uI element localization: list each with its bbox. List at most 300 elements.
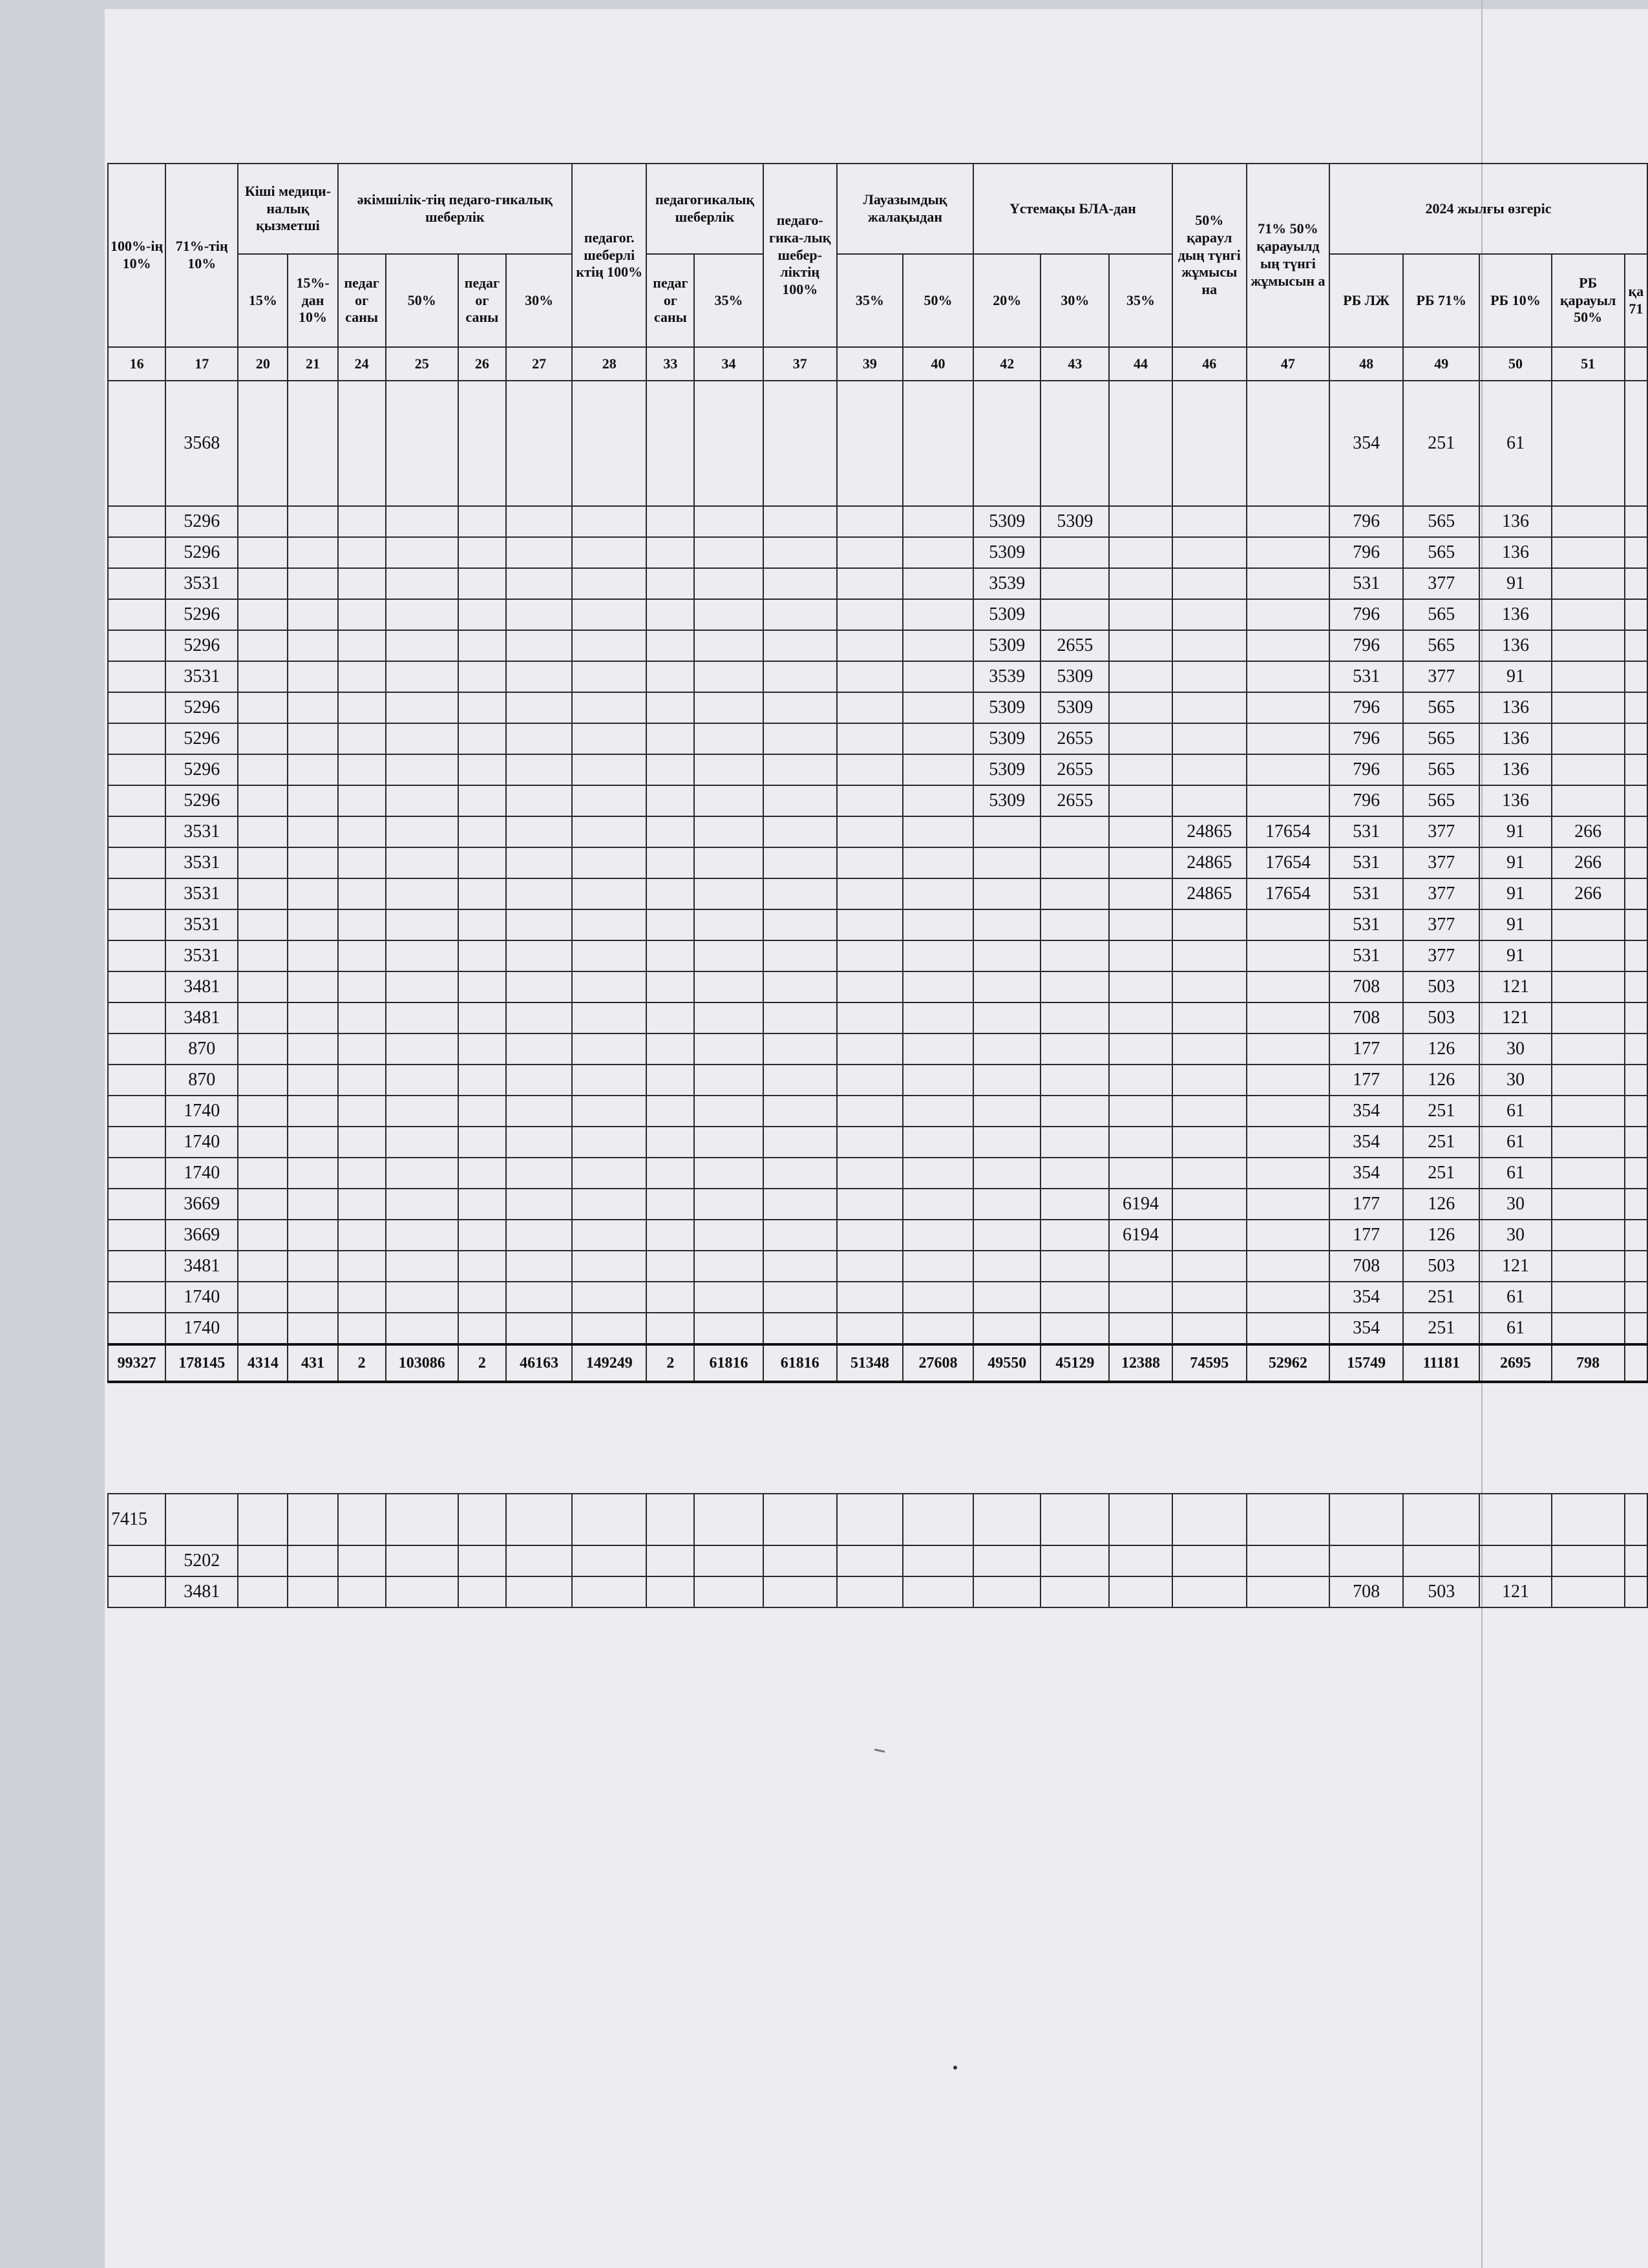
table-cell xyxy=(238,1576,288,1607)
table-cell xyxy=(973,1096,1041,1127)
table-cell xyxy=(338,381,386,506)
column-number: 37 xyxy=(763,347,837,381)
table-cell: 796 xyxy=(1329,630,1403,661)
table-cell xyxy=(646,754,694,785)
table-cell: 3481 xyxy=(165,1251,238,1282)
table-cell xyxy=(763,1033,837,1065)
table-cell: 5296 xyxy=(165,785,238,816)
table-cell xyxy=(1247,1220,1329,1251)
table-cell xyxy=(1109,754,1172,785)
table-cell: 61 xyxy=(1479,1313,1551,1344)
table-cell xyxy=(646,785,694,816)
table-cell xyxy=(386,847,458,878)
table-cell xyxy=(1552,754,1625,785)
table-cell xyxy=(458,381,506,506)
table-cell: 3568 xyxy=(165,381,238,506)
table-cell xyxy=(973,1158,1041,1189)
table-cell xyxy=(1041,878,1109,909)
table-cell xyxy=(238,816,288,847)
table-cell: 3481 xyxy=(165,1576,238,1607)
table-cell: 1740 xyxy=(165,1127,238,1158)
table-cell xyxy=(506,537,572,568)
table-cell xyxy=(288,381,337,506)
table-cell: 565 xyxy=(1403,599,1479,630)
table-cell xyxy=(694,1220,763,1251)
table-cell xyxy=(338,1002,386,1033)
table-cell xyxy=(837,1002,903,1033)
table-cell xyxy=(108,1251,165,1282)
table-row xyxy=(108,754,1647,785)
table-cell: 503 xyxy=(1403,1002,1479,1033)
total-cell: 12388 xyxy=(1109,1344,1172,1382)
table-cell xyxy=(1625,1251,1647,1282)
table-cell: 6194 xyxy=(1109,1220,1172,1251)
table-cell xyxy=(386,568,458,599)
table-cell xyxy=(238,1313,288,1344)
table-cell xyxy=(238,909,288,940)
column-number: 24 xyxy=(338,347,386,381)
table-cell xyxy=(1041,1127,1109,1158)
table-cell: 5309 xyxy=(973,785,1041,816)
table-cell xyxy=(572,909,646,940)
table-cell xyxy=(646,381,694,506)
table-cell xyxy=(572,1096,646,1127)
column-number: 44 xyxy=(1109,347,1172,381)
table-cell xyxy=(903,1545,973,1576)
table-cell xyxy=(238,1096,288,1127)
table-cell xyxy=(572,1002,646,1033)
table-cell xyxy=(1247,1494,1329,1545)
table-cell xyxy=(837,381,903,506)
table-cell xyxy=(903,785,973,816)
table-cell xyxy=(108,940,165,971)
table-cell xyxy=(1625,599,1647,630)
table-cell xyxy=(973,940,1041,971)
table-cell: 266 xyxy=(1552,878,1625,909)
table-cell xyxy=(1041,1282,1109,1313)
column-subheader: 15%-дан 10% xyxy=(288,254,337,347)
table-cell: 30 xyxy=(1479,1220,1551,1251)
table-cell xyxy=(458,1002,506,1033)
table-cell xyxy=(108,1002,165,1033)
table-cell xyxy=(1172,754,1247,785)
table-cell xyxy=(386,1494,458,1545)
table-cell xyxy=(572,723,646,754)
column-group-header: 71%-тің 10% xyxy=(165,164,238,347)
table-cell xyxy=(903,381,973,506)
table-cell xyxy=(837,816,903,847)
table-cell xyxy=(1552,537,1625,568)
table-cell xyxy=(108,506,165,537)
table-cell xyxy=(238,1189,288,1220)
table-cell xyxy=(837,940,903,971)
table-cell xyxy=(288,754,337,785)
table-cell xyxy=(1109,971,1172,1002)
table-cell xyxy=(238,1065,288,1096)
table-cell xyxy=(1109,1002,1172,1033)
table-cell xyxy=(288,1282,337,1313)
table-cell xyxy=(386,1545,458,1576)
table-cell xyxy=(108,661,165,692)
table-cell xyxy=(837,692,903,723)
table-cell: 531 xyxy=(1329,568,1403,599)
table-cell xyxy=(903,1282,973,1313)
table-cell: 354 xyxy=(1329,1158,1403,1189)
table-cell xyxy=(288,599,337,630)
table-cell xyxy=(1172,1576,1247,1607)
table-cell xyxy=(108,847,165,878)
table-cell xyxy=(572,1189,646,1220)
table-cell xyxy=(572,1158,646,1189)
table-cell xyxy=(763,1158,837,1189)
table-cell xyxy=(506,785,572,816)
table-cell xyxy=(903,878,973,909)
table-cell xyxy=(238,506,288,537)
table-cell xyxy=(1041,1002,1109,1033)
table-cell: 1740 xyxy=(165,1282,238,1313)
table-cell xyxy=(572,568,646,599)
table-cell xyxy=(694,1033,763,1065)
table-cell xyxy=(572,847,646,878)
table-cell xyxy=(763,971,837,1002)
table-cell: 2655 xyxy=(1041,754,1109,785)
table-cell: 61 xyxy=(1479,1096,1551,1127)
table-cell: 126 xyxy=(1403,1033,1479,1065)
table-cell xyxy=(903,1127,973,1158)
table-cell xyxy=(238,878,288,909)
table-cell xyxy=(1172,599,1247,630)
table-cell xyxy=(903,1002,973,1033)
table-cell xyxy=(646,1033,694,1065)
table-cell: 5296 xyxy=(165,754,238,785)
table-cell xyxy=(763,1282,837,1313)
table-cell xyxy=(903,630,973,661)
table-cell xyxy=(338,1127,386,1158)
table-cell xyxy=(458,1282,506,1313)
table-cell xyxy=(694,1158,763,1189)
table-cell xyxy=(1552,1282,1625,1313)
table-cell: 708 xyxy=(1329,1002,1403,1033)
table-row xyxy=(108,909,1647,940)
table-cell: 377 xyxy=(1403,940,1479,971)
table-cell xyxy=(1109,661,1172,692)
table-cell xyxy=(763,1189,837,1220)
table-cell xyxy=(763,909,837,940)
table-cell: 796 xyxy=(1329,785,1403,816)
table-cell xyxy=(1172,1545,1247,1576)
table-row xyxy=(108,1251,1647,1282)
table-cell xyxy=(1172,506,1247,537)
table-cell xyxy=(1552,1545,1625,1576)
table-cell xyxy=(1625,1576,1647,1607)
table-cell xyxy=(1247,1251,1329,1282)
table-cell xyxy=(458,847,506,878)
table-cell xyxy=(288,816,337,847)
table-cell: 531 xyxy=(1329,816,1403,847)
table-cell xyxy=(288,1158,337,1189)
table-cell xyxy=(108,1033,165,1065)
table-cell xyxy=(458,940,506,971)
table-cell xyxy=(1247,1576,1329,1607)
table-cell xyxy=(338,723,386,754)
table-cell xyxy=(903,1033,973,1065)
table-cell: 136 xyxy=(1479,630,1551,661)
table-cell xyxy=(1041,816,1109,847)
table-cell xyxy=(694,692,763,723)
table-cell xyxy=(108,630,165,661)
table-cell: 17654 xyxy=(1247,816,1329,847)
table-row xyxy=(108,847,1647,878)
table-cell xyxy=(338,754,386,785)
table-cell xyxy=(1109,1494,1172,1545)
table-cell: 5309 xyxy=(973,506,1041,537)
table-cell: 17654 xyxy=(1247,878,1329,909)
table-cell xyxy=(1552,1220,1625,1251)
table-cell xyxy=(1247,661,1329,692)
table-cell xyxy=(1041,1220,1109,1251)
table-cell xyxy=(903,537,973,568)
column-number-row xyxy=(108,347,1647,381)
table-cell xyxy=(1625,878,1647,909)
table-cell xyxy=(837,661,903,692)
table-cell xyxy=(506,847,572,878)
table-cell xyxy=(572,506,646,537)
table-cell: 3531 xyxy=(165,847,238,878)
table-cell xyxy=(973,909,1041,940)
table-cell xyxy=(837,630,903,661)
table-cell xyxy=(837,1189,903,1220)
table-cell: 5309 xyxy=(973,754,1041,785)
column-number: 50 xyxy=(1479,347,1551,381)
table-cell xyxy=(506,1220,572,1251)
table-cell: 531 xyxy=(1329,909,1403,940)
table-cell xyxy=(386,1158,458,1189)
table-cell: 3669 xyxy=(165,1189,238,1220)
table-cell xyxy=(973,878,1041,909)
table-cell xyxy=(1172,1494,1247,1545)
table-cell xyxy=(238,1002,288,1033)
table-cell xyxy=(108,1545,165,1576)
table-cell xyxy=(386,1033,458,1065)
table-cell: 3531 xyxy=(165,661,238,692)
column-number: 17 xyxy=(165,347,238,381)
column-number: 28 xyxy=(572,347,646,381)
column-subheader: 35% xyxy=(837,254,903,347)
table-cell xyxy=(1625,785,1647,816)
table-cell xyxy=(646,1545,694,1576)
table-cell xyxy=(1109,878,1172,909)
table-cell xyxy=(108,381,165,506)
table-cell xyxy=(903,692,973,723)
table-cell xyxy=(1041,940,1109,971)
total-cell: 51348 xyxy=(837,1344,903,1382)
table-cell xyxy=(338,1251,386,1282)
column-subheader: 30% xyxy=(1041,254,1109,347)
table-cell xyxy=(1109,692,1172,723)
table-cell xyxy=(646,1494,694,1545)
table-cell xyxy=(108,785,165,816)
table-cell xyxy=(1172,1189,1247,1220)
table-cell xyxy=(1247,1127,1329,1158)
table-cell xyxy=(1172,1127,1247,1158)
table-cell xyxy=(238,723,288,754)
table-cell xyxy=(973,1576,1041,1607)
table-cell: 2655 xyxy=(1041,630,1109,661)
table-cell xyxy=(694,1065,763,1096)
table-row xyxy=(108,1002,1647,1033)
table-cell xyxy=(903,568,973,599)
table-cell xyxy=(458,1065,506,1096)
table-cell xyxy=(572,754,646,785)
table-cell xyxy=(1552,1033,1625,1065)
table-cell xyxy=(386,1065,458,1096)
table-cell xyxy=(646,1251,694,1282)
table-cell xyxy=(903,1096,973,1127)
table-cell xyxy=(903,661,973,692)
table-cell xyxy=(288,1127,337,1158)
table-cell xyxy=(572,785,646,816)
table-cell: 251 xyxy=(1403,1127,1479,1158)
column-group-header: 100%-ің 10% xyxy=(108,164,165,347)
table-cell xyxy=(1625,723,1647,754)
table-cell xyxy=(1625,630,1647,661)
table-cell xyxy=(108,1313,165,1344)
table-cell: 3531 xyxy=(165,909,238,940)
table-cell xyxy=(288,1251,337,1282)
table-cell xyxy=(763,1127,837,1158)
table-cell xyxy=(1172,1096,1247,1127)
table-cell xyxy=(1109,1282,1172,1313)
table-cell xyxy=(338,1545,386,1576)
table-cell: 24865 xyxy=(1172,816,1247,847)
table-cell xyxy=(973,816,1041,847)
total-cell: 431 xyxy=(288,1344,337,1382)
table-cell xyxy=(1041,537,1109,568)
table-cell xyxy=(1109,537,1172,568)
table-cell xyxy=(506,381,572,506)
table-cell xyxy=(1552,1189,1625,1220)
table-cell xyxy=(694,381,763,506)
table-cell xyxy=(338,1033,386,1065)
table-cell xyxy=(694,661,763,692)
table-cell xyxy=(238,630,288,661)
table-cell xyxy=(386,1313,458,1344)
table-cell xyxy=(506,506,572,537)
table-cell xyxy=(386,1127,458,1158)
table-cell: 354 xyxy=(1329,381,1403,506)
table-cell: 565 xyxy=(1403,630,1479,661)
table-cell: 3531 xyxy=(165,568,238,599)
table-cell: 377 xyxy=(1403,568,1479,599)
table-cell xyxy=(1247,1313,1329,1344)
table-cell xyxy=(1109,909,1172,940)
table-cell xyxy=(694,1282,763,1313)
totals-row xyxy=(108,1344,1647,1382)
table-cell xyxy=(903,599,973,630)
table-cell xyxy=(108,692,165,723)
table-cell xyxy=(506,1096,572,1127)
table-cell xyxy=(1172,1313,1247,1344)
table-cell xyxy=(646,599,694,630)
table-cell xyxy=(1041,1313,1109,1344)
table-cell xyxy=(572,878,646,909)
table-cell xyxy=(1552,568,1625,599)
table-cell xyxy=(837,878,903,909)
table-cell xyxy=(1109,630,1172,661)
table-cell xyxy=(238,692,288,723)
table-cell xyxy=(1172,785,1247,816)
table-row xyxy=(108,599,1647,630)
table-cell xyxy=(338,1313,386,1344)
table-cell xyxy=(837,1545,903,1576)
table-cell xyxy=(646,630,694,661)
table-cell xyxy=(646,1127,694,1158)
table-cell xyxy=(1247,506,1329,537)
table-row xyxy=(108,1282,1647,1313)
column-group-header: 50% қараyл дың түнгі жұмысы на xyxy=(1172,164,1247,347)
table-cell xyxy=(763,754,837,785)
table-cell xyxy=(1172,723,1247,754)
table-cell: 91 xyxy=(1479,940,1551,971)
table-cell xyxy=(694,1189,763,1220)
table-cell xyxy=(1552,1127,1625,1158)
table-cell xyxy=(903,940,973,971)
table-cell xyxy=(238,568,288,599)
table-cell xyxy=(1625,971,1647,1002)
table-cell xyxy=(386,381,458,506)
table-cell xyxy=(572,1545,646,1576)
table-cell xyxy=(763,940,837,971)
table-cell xyxy=(646,1220,694,1251)
table-cell: 136 xyxy=(1479,723,1551,754)
table-cell xyxy=(1247,785,1329,816)
table-cell: 91 xyxy=(1479,909,1551,940)
table-cell xyxy=(694,568,763,599)
table-cell xyxy=(572,1065,646,1096)
table-cell xyxy=(1625,1065,1647,1096)
total-cell: 74595 xyxy=(1172,1344,1247,1382)
table-cell xyxy=(763,847,837,878)
table-cell xyxy=(1247,1096,1329,1127)
scan-speck xyxy=(953,2066,957,2070)
table-cell xyxy=(973,1282,1041,1313)
table-cell xyxy=(288,1545,337,1576)
table-cell xyxy=(1247,537,1329,568)
table-cell xyxy=(458,1220,506,1251)
table-cell xyxy=(288,847,337,878)
table-cell xyxy=(238,940,288,971)
table-cell xyxy=(694,878,763,909)
table-cell: 796 xyxy=(1329,506,1403,537)
column-subheader: 35% xyxy=(694,254,763,347)
table-cell: 136 xyxy=(1479,537,1551,568)
table-cell: 565 xyxy=(1403,506,1479,537)
table-row xyxy=(108,1494,1647,1545)
table-cell xyxy=(458,1545,506,1576)
table-cell xyxy=(1041,599,1109,630)
table-cell xyxy=(694,754,763,785)
table-cell xyxy=(288,630,337,661)
table-cell xyxy=(506,661,572,692)
table-cell xyxy=(837,847,903,878)
table-cell: 251 xyxy=(1403,381,1479,506)
column-number: 21 xyxy=(288,347,337,381)
table-cell: 91 xyxy=(1479,568,1551,599)
table-cell xyxy=(763,506,837,537)
table-cell xyxy=(646,537,694,568)
table-cell xyxy=(386,754,458,785)
table-cell xyxy=(288,1096,337,1127)
